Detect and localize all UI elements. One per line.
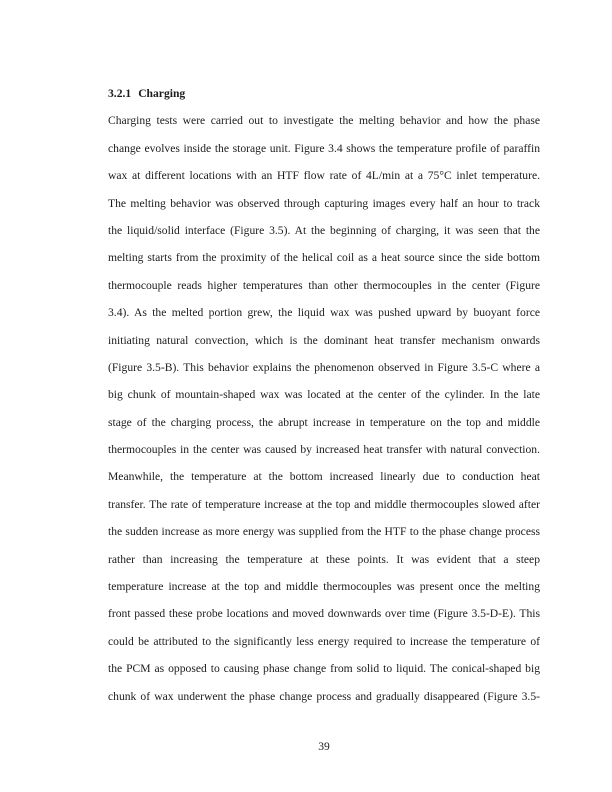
body-text-line: 3.4). As the melted portion grew, the liquid wax was pushed upward by buoyant force xyxy=(108,306,540,320)
body-text-line: thermocouples in the center was caused by increased heat transfer with natural convection. xyxy=(108,443,540,457)
body-text-line: melting starts from the proximity of the helical coil as a heat source since the side bottom xyxy=(108,251,540,265)
body-text-line: the sudden increase as more energy was supplied from the HTF to the phase change process xyxy=(108,525,540,539)
body-text-line: rather than increasing the temperature at these points. It was evident that a steep xyxy=(108,552,540,566)
body-text-line: stage of the charging process, the abrupt increase in temperature on the top and middle xyxy=(108,415,540,429)
body-text-line: initiating natural convection, which is the dominant heat transfer mechanism onwards xyxy=(108,333,540,347)
body-text-line: big chunk of mountain-shaped wax was located at the center of the cylinder. In the late xyxy=(108,388,540,402)
body-text-line: wax at different locations with an HTF flow rate of 4L/min at a 75°C inlet temperature. xyxy=(108,169,540,183)
section-number: 3.2.1 xyxy=(108,87,132,100)
body-text-line: Charging tests were carried out to investigate the melting behavior and how the phase xyxy=(108,114,540,128)
body-text-line: The melting behavior was observed through capturing images every half an hour to track xyxy=(108,196,540,210)
section-title: Charging xyxy=(138,87,186,100)
body-text-line: chunk of wax underwent the phase change process and gradually disappeared (Figure 3.5- xyxy=(108,689,540,703)
body-text-line: change evolves inside the storage unit. Figure 3.4 shows the temperature profile of paraffin xyxy=(108,141,540,155)
section-heading xyxy=(108,80,540,107)
body-text-line: temperature increase at the top and middle thermocouples was present once the melting xyxy=(108,580,540,594)
body-text-line: the liquid/solid interface (Figure 3.5). At the beginning of charging, it was seen that the xyxy=(108,223,540,237)
page-number: 39 xyxy=(318,740,330,753)
body-text-line: transfer. The rate of temperature increase at the top and middle thermocouples slowed after xyxy=(108,497,540,511)
body-text-line: Meanwhile, the temperature at the bottom increased linearly due to conduction heat xyxy=(108,470,540,484)
body-text-line: could be attributed to the significantly less energy required to increase the temperature of xyxy=(108,634,540,648)
body-text-line: the PCM as opposed to causing phase change from solid to liquid. The conical-shaped big xyxy=(108,662,540,676)
page-content xyxy=(108,80,540,710)
body-text-line: (Figure 3.5-B). This behavior explains the phenomenon observed in Figure 3.5-C where a xyxy=(108,360,540,374)
body-text-line: thermocouple reads higher temperatures than other thermocouples in the center (Figure xyxy=(108,278,540,292)
body-paragraph xyxy=(108,107,540,710)
body-text-line: front passed these probe locations and moved downwards over time (Figure 3.5-D-E). This xyxy=(108,607,540,621)
